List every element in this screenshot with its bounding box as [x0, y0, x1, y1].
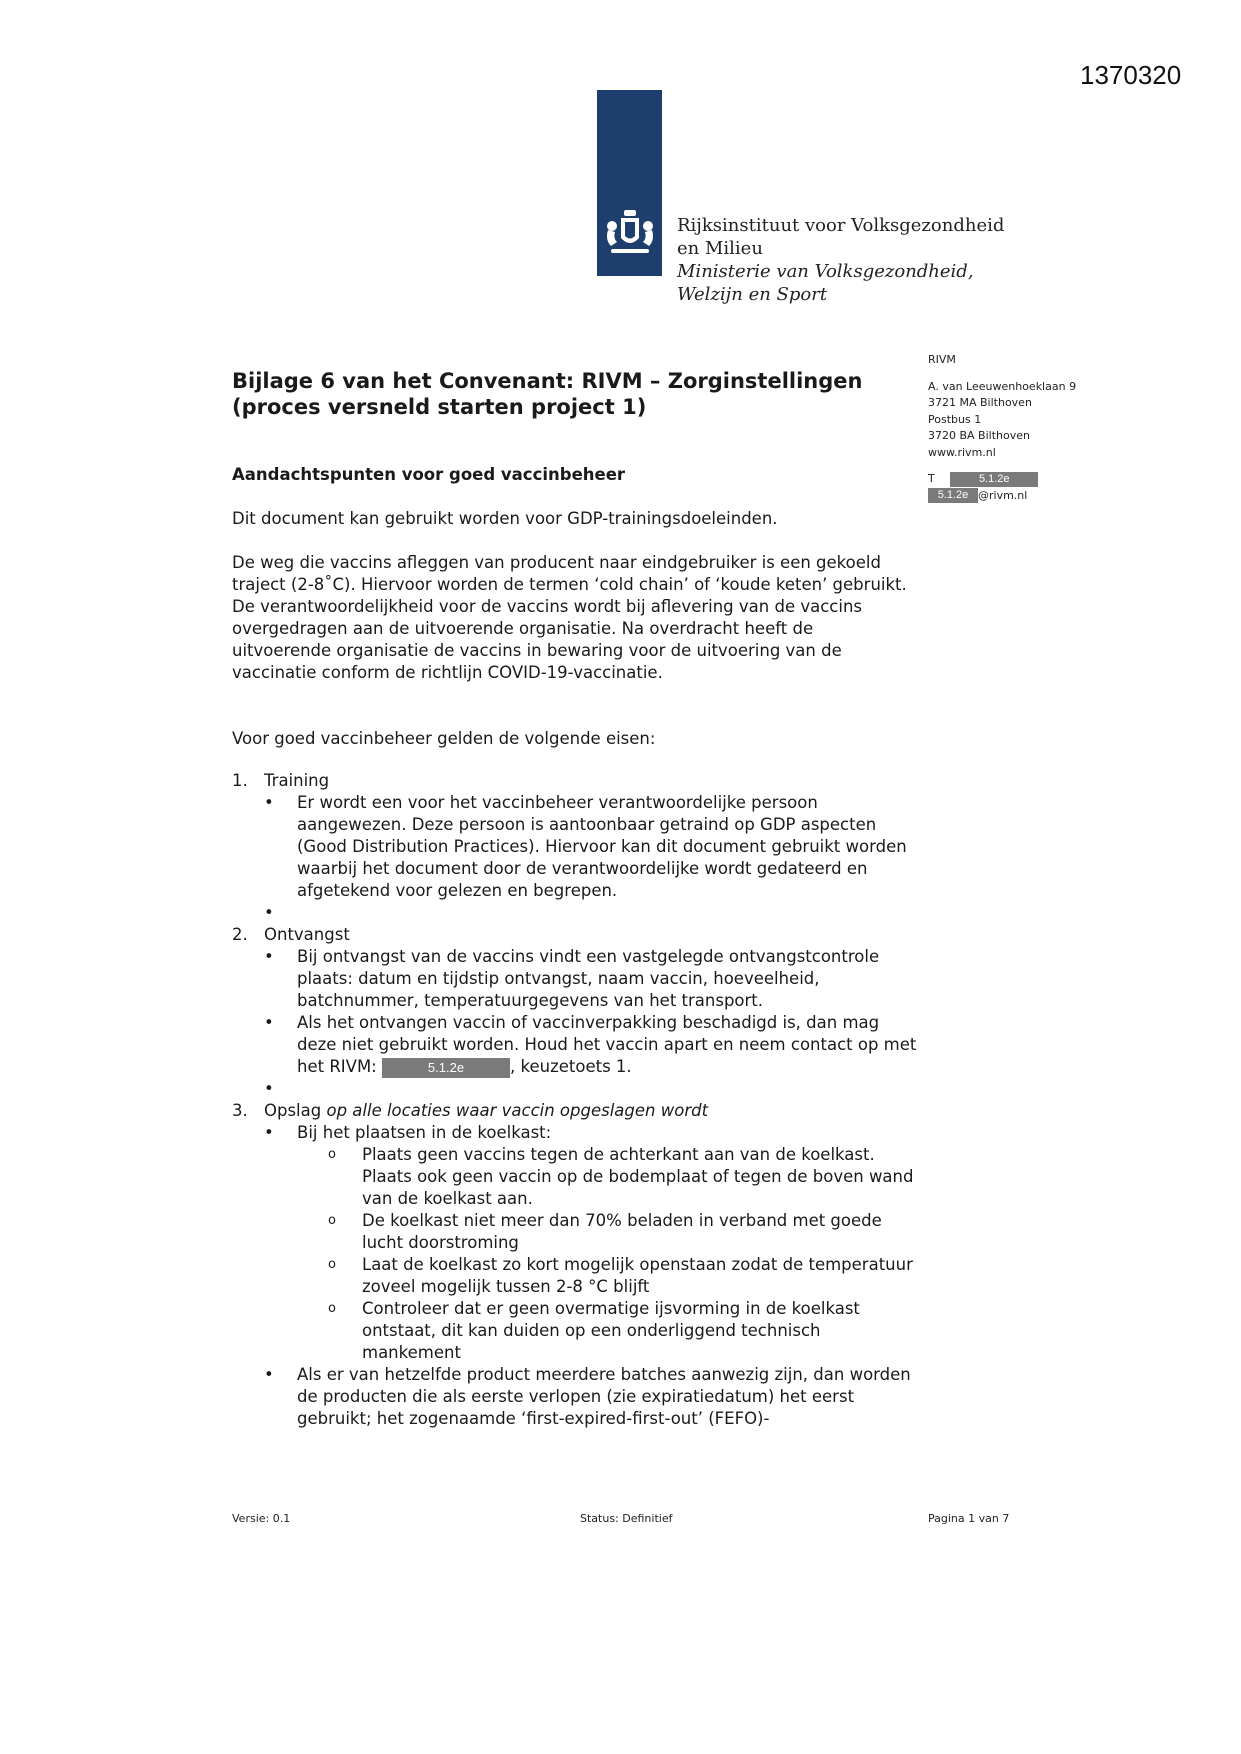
- list-item-title: Opslag: [264, 1101, 322, 1120]
- list-item-title-italic: op alle locaties waar vaccin opgeslagen wordt: [326, 1101, 709, 1120]
- redacted-phone-number: 5.1.2e: [950, 472, 1038, 487]
- phone-label: T: [928, 472, 935, 485]
- sidebar-website: www.rivm.nl: [928, 445, 996, 459]
- bullet-icon: •: [264, 1079, 274, 1098]
- sidebar-address2: 3721 MA Bilthoven: [928, 396, 1032, 409]
- sidebar-email: [928, 488, 1076, 505]
- redacted-email-user: 5.1.2e: [928, 488, 978, 503]
- title-line1: Bijlage 6 van het Convenant: RIVM – Zorginstellingen: [232, 369, 863, 393]
- document-title: [232, 368, 862, 420]
- bullet-item: [232, 792, 922, 902]
- org-name-line2: en Milieu: [677, 238, 763, 259]
- redacted-phone: 5.1.2e: [382, 1058, 510, 1078]
- list-number: 3.: [232, 1101, 248, 1120]
- organization-block: [677, 214, 1004, 306]
- list-number: 2.: [232, 925, 248, 944]
- royal-crest-icon: [603, 208, 657, 258]
- title-line2: (proces versneld starten project 1): [232, 395, 647, 419]
- address-sidebar: [928, 352, 1076, 504]
- sidebar-org: RIVM: [928, 353, 956, 366]
- bullet-text: Bij ontvangst van de vaccins vindt een vastgelegde ontvangstcontrole plaats: datum en tijdstip ontvangst, naam vaccin, hoeveelheid, batchnummer, temperatuurgegevens van het transport.: [297, 947, 880, 1010]
- ministry-line2: Welzijn en Sport: [677, 284, 828, 305]
- bullet-icon: •: [264, 793, 274, 812]
- footer-page: Pagina 1 van 7: [928, 1512, 1010, 1525]
- footer-version: Versie: 0.1: [232, 1512, 291, 1525]
- sub-bullet-item: [232, 1210, 922, 1254]
- list-item-training: [232, 770, 922, 792]
- list-item-ontvangst: [232, 924, 922, 946]
- paragraph-intro: Dit document kan gebruikt worden voor GDP-trainingsdoeleinden.: [232, 509, 778, 528]
- circle-bullet-icon: o: [328, 1301, 336, 1316]
- sidebar-address1: A. van Leeuwenhoeklaan 9: [928, 379, 1077, 393]
- sub-bullet-text: Laat de koelkast zo kort mogelijk openstaan zodat de temperatuur zoveel mogelijk tussen 2-8 °C blijft: [362, 1255, 913, 1296]
- bullet-icon: •: [264, 947, 274, 966]
- sub-bullet-item: [232, 1298, 922, 1364]
- bullet-icon: •: [264, 1365, 274, 1384]
- bullet-text: Bij het plaatsen in de koelkast:: [297, 1123, 552, 1142]
- bullet-icon: •: [264, 1013, 274, 1032]
- circle-bullet-icon: o: [328, 1147, 336, 1162]
- bullet-item: [232, 1012, 922, 1078]
- paragraph-cold-chain: De weg die vaccins afleggen van producent naar eindgebruiker is een gekoeld traject (2-8˚C). Hiervoor worden de termen ‘cold chain’ of ‘koude keten’ gebruikt. De verantwoordelijkheid voor de vaccins wordt bij aflevering van de vaccins overgedragen aan de uitvoerende organisatie. Na overdracht heeft de uitvoerende organisatie de vaccins in bewaring voor de uitvoering van de vaccinatie conform de richtlijn COVID-19-vaccinatie.: [232, 553, 907, 682]
- requirements-list: [232, 770, 922, 1430]
- email-suffix: @rivm.nl: [978, 488, 1028, 502]
- sidebar-postbus: Postbus 1: [928, 412, 982, 426]
- bullet-icon: •: [264, 1123, 274, 1142]
- bullet-text: Er wordt een voor het vaccinbeheer verantwoordelijke persoon aangewezen. Deze persoon is aantoonbaar getraind op GDP aspecten (Good Distribution Practices). Hiervoor kan dit document gebruikt worden waarbij het document door de verantwoordelijke wordt gedateerd en afgetekend voor gelezen en begrepen.: [297, 793, 907, 900]
- document-number: 1370320: [1080, 60, 1182, 90]
- sub-bullet-text: De koelkast niet meer dan 70% beladen in verband met goede lucht doorstroming: [362, 1211, 882, 1252]
- sub-bullet-text: Plaats geen vaccins tegen de achterkant aan van de koelkast. Plaats ook geen vaccin op de bodemplaat of tegen de boven wand van de koelkast aan.: [362, 1145, 914, 1208]
- ministry-line1: Ministerie van Volksgezondheid,: [677, 261, 974, 282]
- sidebar-phone: [928, 471, 1076, 488]
- section-heading: Aandachtspunten voor goed vaccinbeheer: [232, 465, 626, 484]
- sub-bullet-text: Controleer dat er geen overmatige ijsvorming in de koelkast ontstaat, dit kan duiden op een onderliggend technisch mankement: [362, 1299, 860, 1362]
- bullet-icon: •: [264, 903, 274, 922]
- bullet-item: [232, 946, 922, 1012]
- bullet-item: [232, 1364, 922, 1430]
- paragraph-requirements: Voor goed vaccinbeheer gelden de volgende eisen:: [232, 729, 656, 748]
- sub-bullet-item: [232, 1144, 922, 1210]
- list-item-title: Training: [264, 771, 330, 790]
- circle-bullet-icon: o: [328, 1213, 336, 1228]
- empty-bullet-item: [232, 1078, 922, 1100]
- sidebar-postcode: 3720 BA Bilthoven: [928, 429, 1030, 442]
- org-name-line1: Rijksinstituut voor Volksgezondheid: [677, 215, 1005, 236]
- bullet-item: [232, 1122, 922, 1144]
- list-item-title: Ontvangst: [264, 925, 350, 944]
- list-item-opslag: [232, 1100, 922, 1122]
- bullet-text-suffix: , keuzetoets 1.: [510, 1057, 632, 1076]
- empty-bullet-item: [232, 902, 922, 924]
- sub-bullet-item: [232, 1254, 922, 1298]
- footer-status: Status: Definitief: [580, 1512, 673, 1525]
- bullet-text: Als er van hetzelfde product meerdere batches aanwezig zijn, dan worden de producten die als eerste verlopen (zie expiratiedatum) het eerst gebruikt; het zogenaamde ‘first-expired-first-out’ (FEFO)-: [297, 1365, 911, 1428]
- bullet-text: Als het ontvangen vaccin of vaccinverpakking beschadigd is, dan mag deze niet gebruikt worden. Houd het vaccin apart en neem contact op met het RIVM:: [297, 1013, 917, 1076]
- list-number: 1.: [232, 771, 248, 790]
- circle-bullet-icon: o: [328, 1257, 336, 1272]
